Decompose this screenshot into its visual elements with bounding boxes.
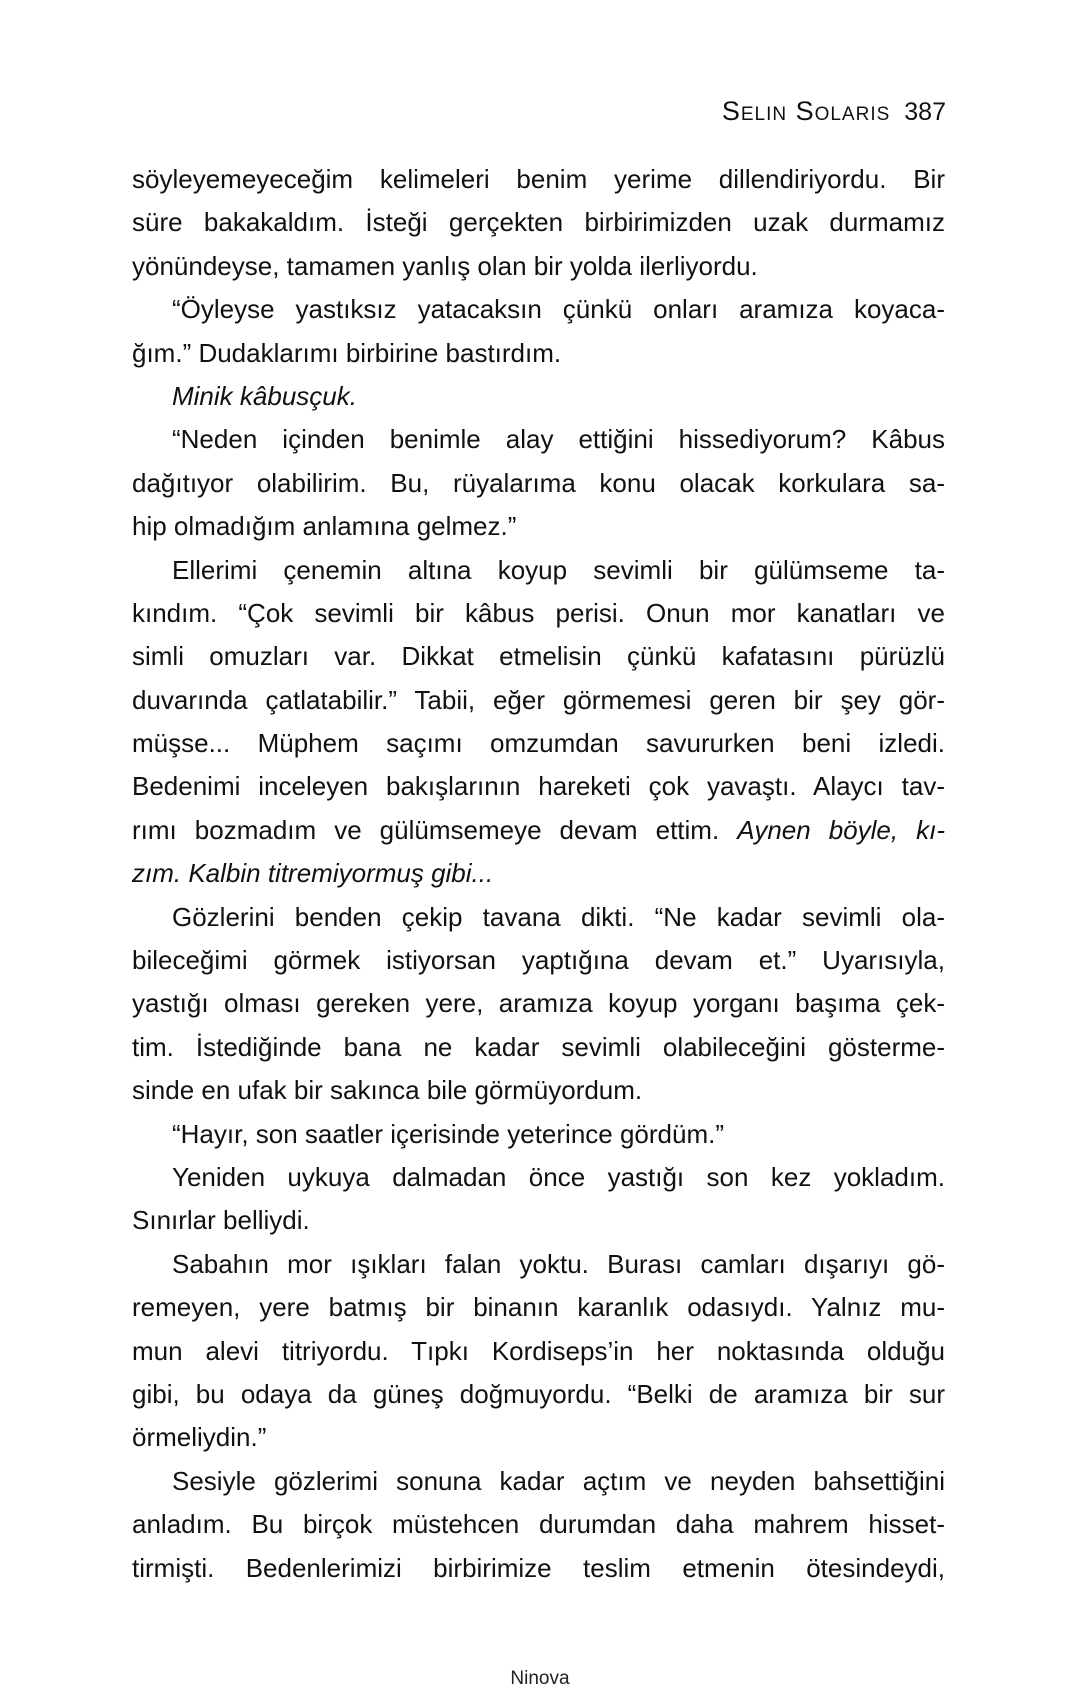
text-span: örmeliydin.”: [132, 1422, 267, 1453]
text-line: [132, 679, 945, 722]
text-span: süre bakakaldım. İsteği gerçekten birbirimizden uzak durmamız: [132, 207, 945, 238]
italic-text: Aynen böyle, kı-: [737, 814, 946, 845]
text-line: [132, 245, 945, 288]
text-line: [132, 1416, 945, 1459]
text-line: [132, 549, 945, 592]
text-line: [132, 288, 945, 331]
text-line: [132, 1069, 945, 1112]
text-span: ğım.” Dudaklarımı birbirine bastırdım.: [132, 337, 562, 368]
italic-text: zım. Kalbin titremiyormuş gibi...: [132, 858, 494, 889]
text-span: kındım. “Çok sevimli bir kâbus perisi. Onun mor kanatları ve: [132, 597, 945, 628]
text-line: [132, 462, 945, 505]
page-number: 387: [904, 98, 946, 126]
text-line: [132, 375, 945, 418]
text-span: yönündeyse, tamamen yanlış olan bir yolda ilerliyordu.: [132, 250, 758, 281]
text-span: tirmişti. Bedenlerimizi birbirimize teslim etmenin ötesindeydi,: [132, 1552, 945, 1583]
text-line: [132, 1199, 945, 1242]
text-span: sinde en ufak bir sakınca bile görmüyordum.: [132, 1075, 643, 1106]
text-line: [132, 1286, 945, 1329]
body-text: [132, 158, 945, 1590]
text-line: [132, 982, 945, 1025]
text-span: Gözlerini benden çekip tavana dikti. “Ne kadar sevimli ola-: [172, 901, 945, 932]
text-span: bileceğimi görmek istiyorsan yaptığına devam et.” Uyarısıyla,: [132, 945, 945, 976]
text-span: duvarında çatlatabilir.” Tabii, eğer görmemesi geren bir şey gör-: [132, 684, 945, 715]
text-span: rımı bozmadım ve gülümsemeye devam ettim.: [132, 814, 738, 845]
text-span: mun alevi titriyordu. Tıpkı Kordiseps’in her noktasında olduğu: [132, 1335, 945, 1366]
text-line: [132, 722, 945, 765]
running-header: [722, 96, 946, 127]
text-span: Bedenimi inceleyen bakışlarının hareketi çok yavaştı. Alaycı tav-: [132, 771, 945, 802]
text-span: “Öyleyse yastıksız yatacaksın çünkü onları aramıza koyaca-: [172, 294, 945, 325]
text-line: [132, 939, 945, 982]
text-span: remeyen, yere batmış bir binanın karanlık odasıydı. Yalnız mu-: [132, 1292, 945, 1323]
text-span: dağıtıyor olabilirim. Bu, rüyalarıma konu olacak korkulara sa-: [132, 467, 945, 498]
text-span: “Hayır, son saatler içerisinde yeterince gördüm.”: [172, 1118, 725, 1149]
text-span: simli omuzları var. Dikkat etmelisin çünkü kafatasını pürüzlü: [132, 641, 945, 672]
text-line: [132, 592, 945, 635]
text-line: [132, 1243, 945, 1286]
text-line: [132, 765, 945, 808]
text-line: [132, 332, 945, 375]
text-span: Sınırlar belliydi.: [132, 1205, 310, 1236]
text-line: [132, 635, 945, 678]
text-span: yastığı olması gereken yere, aramıza koyup yorganı başıma çek-: [132, 988, 945, 1019]
running-title: Selin Solaris: [721, 96, 891, 126]
text-span: gibi, bu odaya da güneş doğmuyordu. “Belki de aramıza bir sur: [132, 1378, 945, 1409]
text-line: [132, 201, 945, 244]
text-span: Ellerimi çenemin altına koyup sevimli bir gülümseme ta-: [172, 554, 945, 585]
text-line: [132, 1547, 945, 1590]
text-line: [132, 418, 945, 461]
text-line: [132, 896, 945, 939]
text-line: [132, 158, 945, 201]
text-span: müşse... Müphem saçımı omzumdan savururken beni izledi.: [132, 728, 945, 759]
text-line: [132, 1373, 945, 1416]
text-span: anladım. Bu birçok müstehcen durumdan daha mahrem hisset-: [132, 1509, 945, 1540]
text-span: “Neden içinden benimle alay ettiğini hissediyorum? Kâbus: [172, 424, 945, 455]
text-line: [132, 1113, 945, 1156]
text-span: Yeniden uykuya dalmadan önce yastığı son kez yokladım.: [172, 1161, 945, 1192]
text-span: tim. İstediğinde bana ne kadar sevimli olabileceğini gösterme-: [132, 1031, 945, 1062]
text-line: [132, 809, 945, 852]
text-line: [132, 505, 945, 548]
text-line: [132, 1503, 945, 1546]
italic-text: Minik kâbusçuk.: [172, 380, 357, 411]
footer-watermark: Ninova: [510, 1668, 570, 1689]
text-span: Sesiyle gözlerimi sonuna kadar açtım ve neyden bahsettiğini: [172, 1465, 945, 1496]
text-line: [132, 852, 945, 895]
text-span: hip olmadığım anlamına gelmez.”: [132, 511, 517, 542]
text-span: Sabahın mor ışıkları falan yoktu. Burası camları dışarıyı gö-: [172, 1248, 945, 1279]
text-span: söyleyemeyeceğim kelimeleri benim yerime dillendiriyordu. Bir: [132, 164, 945, 194]
text-line: [132, 1330, 945, 1373]
text-line: [132, 1460, 945, 1503]
text-line: [132, 1026, 945, 1069]
text-line: [132, 1156, 945, 1199]
